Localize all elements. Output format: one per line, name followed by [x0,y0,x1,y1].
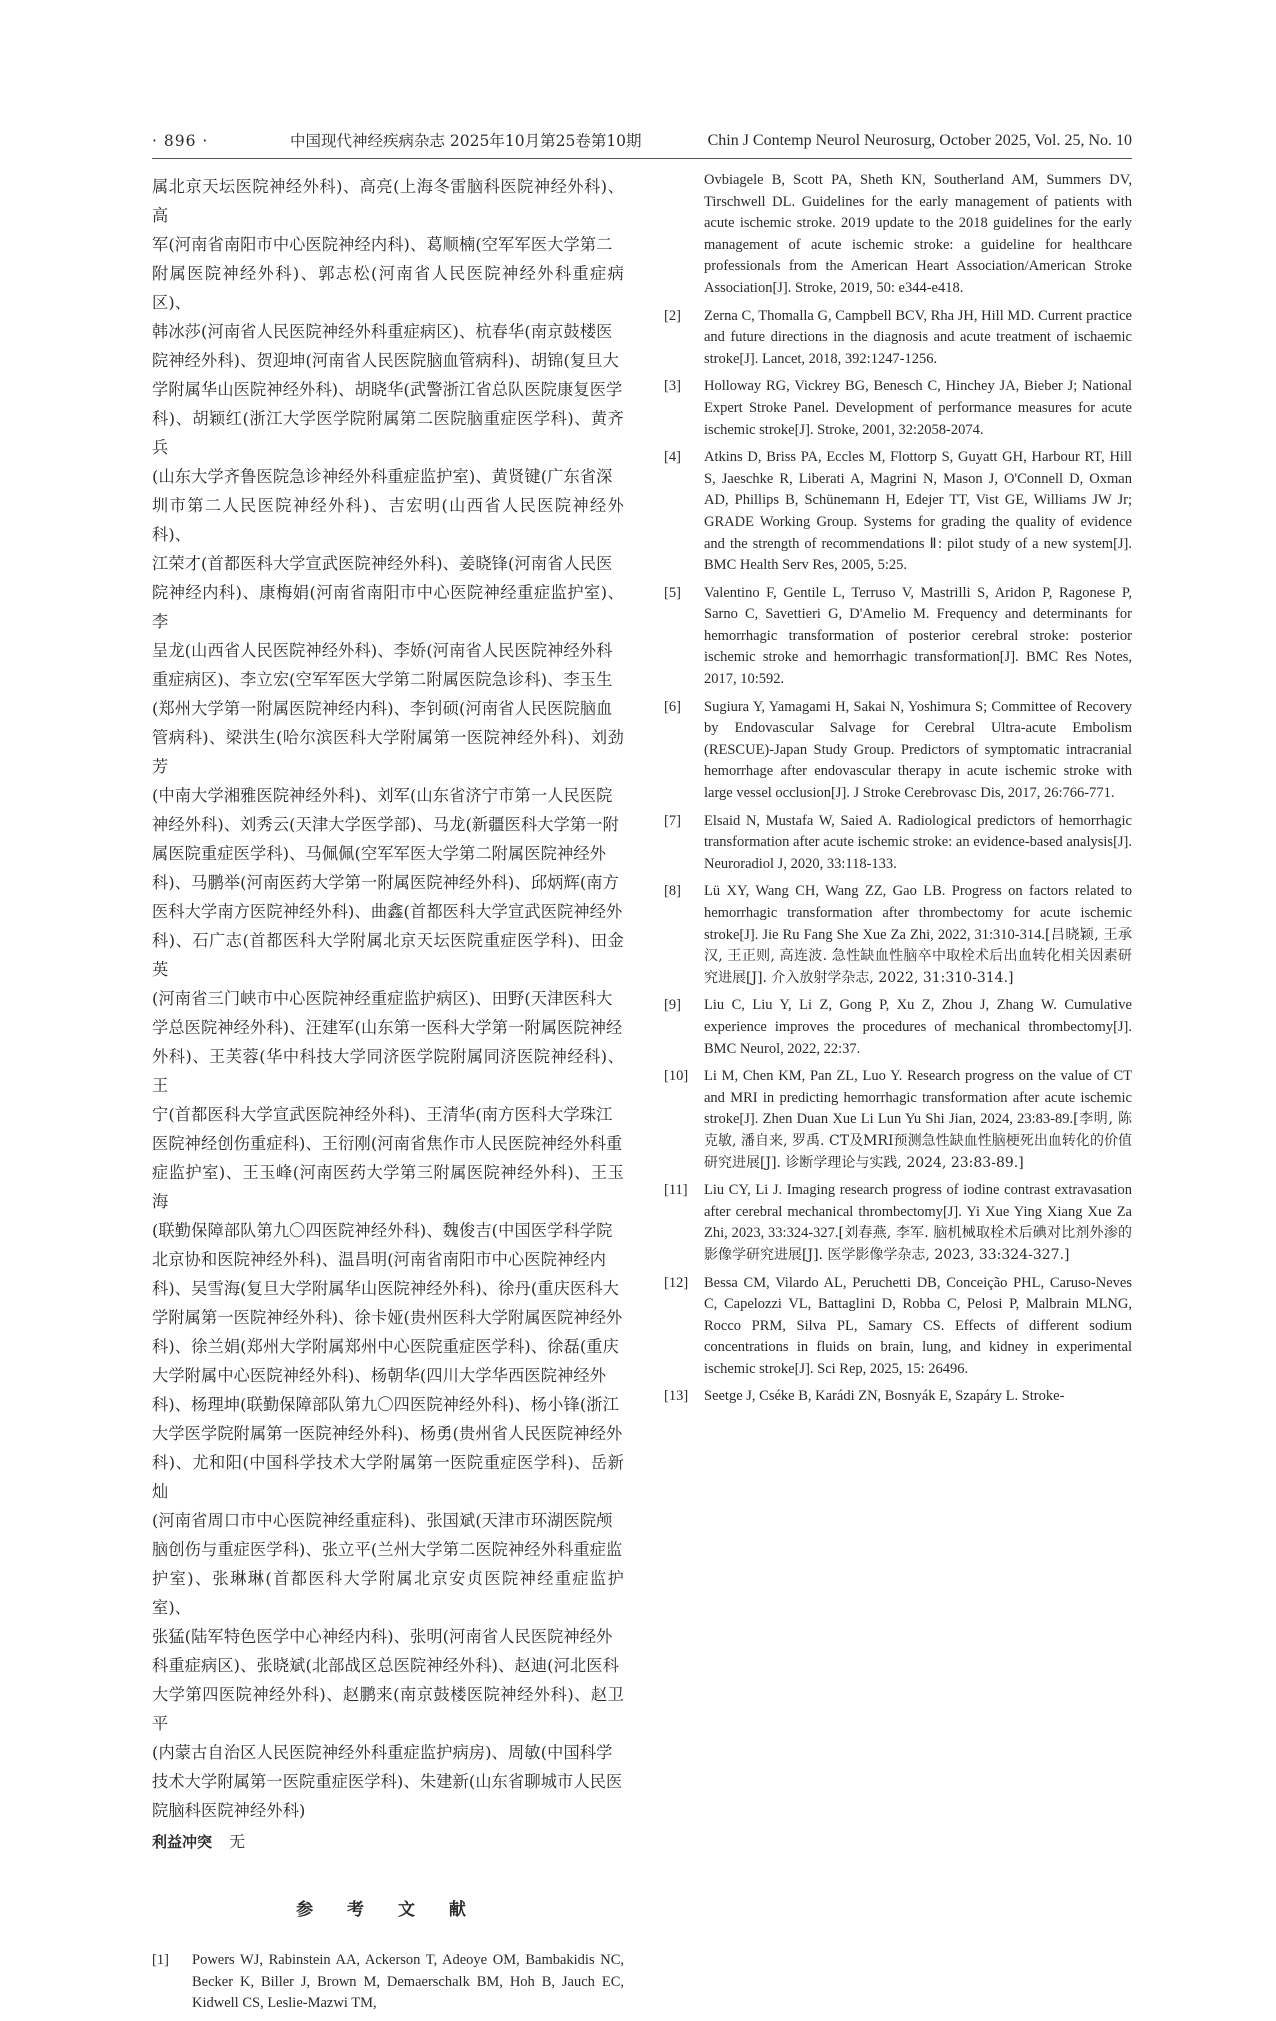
reference-text: Seetge J, Cséke B, Karádi ZN, Bosnyák E, Szapáry L. Stroke‑ [704,1388,1065,1405]
reference-list-right [664,172,1132,1414]
reference-chinese-translation: [吕晓颖, 王承汉, 王正则, 高连波. 急性缺血性脑卒中取栓术后出血转化相关因素研究进展[J]. 介入放射学杂志, 2022, 31:310‑314.] [704,926,1132,986]
reference-number: [4] [664,449,681,466]
reference-text: Lü XY, Wang CH, Wang ZZ, Gao LB. Progress on factors related to hemorrhagic transformation after thrombectomy for acute ischemic stroke[J]. Jie Ru Fang She Xue Za Zhi, 2022, 31:310‑314.[吕晓颖, 王承汉, 王正则, 高连波. 急性缺血性脑卒中取栓术后出血转化相关因素研究进展[J]. 介入放射学杂志, 2022, 31:310‑314.] [704,883,1132,986]
reference-number: [9] [664,997,681,1014]
conflict-of-interest [152,1827,624,1857]
reference-item [664,583,1132,691]
reference-chinese-translation: [李明, 陈克敏, 潘自来, 罗禹. CT及MRI预测急性缺血性脑梗死出血转化的价值研究进展[J]. 诊断学理论与实践, 2024, 23:83‑89.] [704,1111,1132,1171]
reference-number: [5] [664,584,681,601]
reference-text: Li M, Chen KM, Pan ZL, Luo Y. Research progress on the value of CT and MRI in predicting hemorrhagic transformation after acute ischemic stroke[J]. Zhen Duan Xue Li Lun Yu Shi Jian, 2024, 23:83‑89.[李明, 陈克敏, 潘自来, 罗禹. CT及MRI预测急性缺血性脑梗死出血转化的价值研究进展[J]. 诊断学理论与实践, 2024, 23:83‑89.] [704,1068,1132,1171]
references-heading: 参 考 文 献 [296,1900,480,1920]
coi-value: 无 [229,1832,246,1851]
reference-item [664,170,1132,300]
reference-text: Liu C, Liu Y, Li Z, Gong P, Xu Z, Zhou J, Zhang W. Cumulative experience improves the procedures of mechanical thrombectomy[J]. BMC Neurol, 2022, 22:37. [704,997,1132,1057]
left-column [152,172,624,2021]
reference-text: Liu CY, Li J. Imaging research progress of iodine contrast extravasation after cerebral mechanical thrombectomy[J]. Yi Xue Ying Xiang Xue Za Zhi, 2023, 33:324‑327.[刘春燕, 李军. 脑机械取栓术后碘对比剂外渗的影像学研究进展[J]. 医学影像学杂志, 2023, 33:324‑327.] [704,1182,1133,1263]
reference-item [664,881,1132,989]
reference-text: Bessa CM, Vilardo AL, Peruchetti DB, Conceição PHL, Caruso‑Neves C, Capelozzi VL, Battaglini D, Robba C, Pelosi P, Malbrain MLNG, Rocco PRM, Silva PL, Samary CS. Effects of different sodium concentrations in fluids on brain, lung, and kidney in experimental ischemic stroke[J]. Sci Rep, 2025, 15: 26496. [704,1274,1132,1377]
reference-number: [2] [664,307,681,324]
running-header [152,126,1132,156]
coi-label: 利益冲突 [152,1833,213,1851]
reference-text: Powers WJ, Rabinstein AA, Ackerson T, Adeoye OM, Bambakidis NC, Becker K, Biller J, Brown M, Demaerschalk BM, Hoh B, Jauch EC, Kidwell CS, Leslie‑Mazwi TM, [192,1952,624,2012]
header-rule [152,158,1132,159]
reference-text: Sugiura Y, Yamagami H, Sakai N, Yoshimura S; Committee of Recovery by Endovascular Salvage for Cerebral Ultra‑acute Embolism (RESCUE)‑Japan Study Group. Predictors of symptomatic intracranial hemorrhage after endovascular therapy in acute ischemic stroke with large vessel occlusion[J]. J Stroke Cerebrovasc Dis, 2017, 26:766‑771. [704,698,1132,802]
reference-text: Atkins D, Briss PA, Eccles M, Flottorp S, Guyatt GH, Harbour RT, Hill S, Jaeschke R, Liberati A, Magrini N, Mason J, O'Connell D, Oxman AD, Phillips B, Schünemann H, Edejer TT, Vist GE, Williams JW Jr; GRADE Working Group. Systems for grading the quality of evidence and the strength of recommendations Ⅱ: pilot study of a new system[J]. BMC Health Serv Res, 2005, 5:25. [704,449,1132,574]
journal-title-en: Chin J Contemp Neurol Neurosurg, October 2025, Vol. 25, No. 10 [707,132,1132,149]
reference-number: [10] [664,1068,689,1085]
reference-number: [11] [664,1182,688,1199]
reference-number: [12] [664,1274,689,1291]
reference-number: [1] [152,1952,169,1968]
reference-number: [7] [664,812,681,829]
reference-list-left [152,1950,624,2015]
reference-item [664,1386,1132,1408]
reference-text: Valentino F, Gentile L, Terruso V, Mastrilli S, Aridon P, Ragonese P, Sarno C, Savettieri G, D'Amelio M. Frequency and determinants for hemorrhagic transformation of posterior cerebral stroke: posterior ischemic stroke and hemorrhagic transformation[J]. BMC Res Notes, 2017, 10:592. [704,584,1132,688]
journal-title-cn: 中国现代神经疾病杂志 2025年10月第25卷第10期 [290,132,642,150]
reference-number: [8] [664,883,681,900]
reference-number: [13] [664,1388,689,1405]
reference-item [664,1180,1132,1266]
reference-text: Zerna C, Thomalla G, Campbell BCV, Rha JH, Hill MD. Current practice and future directions in the diagnosis and acute treatment of ischaemic stroke[J]. Lancet, 2018, 392:1247‑1256. [704,307,1132,367]
reference-text: Holloway RG, Vickrey BG, Benesch C, Hinchey JA, Bieber J; National Expert Stroke Panel. Development of performance measures for acute ischemic stroke[J]. Stroke, 2001, 32:2058‑2074. [704,378,1132,438]
reference-item [664,811,1132,876]
reference-item [664,1273,1132,1381]
reference-item [152,1950,624,2015]
reference-text: Elsaid N, Mustafa W, Saied A. Radiological predictors of hemorrhagic transformation after acute ischemic stroke: an evidence‑based analysis[J]. Neuroradiol J, 2020, 33:118‑133. [704,812,1132,872]
reference-item [664,1066,1132,1174]
reference-item [664,447,1132,577]
reference-item [664,376,1132,441]
page-number: · 896 · [152,132,209,150]
reference-item [664,306,1132,371]
reference-chinese-translation: [刘春燕, 李军. 脑机械取栓术后碘对比剂外渗的影像学研究进展[J]. 医学影像学杂志, 2023, 33:324‑327.] [704,1225,1133,1263]
reference-number: [6] [664,698,681,715]
contributors-paragraph: 属北京天坛医院神经外科)、高亮(上海冬雷脑科医院神经外科)、高 军(河南省南阳市中心医院神经内科)、葛顺楠(空军军医大学第二 附属医院神经外科)、郭志松(河南省人民医院神经外科重症病区)、 韩冰莎(河南省人民医院神经外科重症病区)、杭春华(南京鼓楼医 院神经外科)、贺迎坤(河南省人民医院脑血管病科)、胡锦(复旦大 学附属华山医院神经外科)、胡晓华(武警浙江省总队医院康复医学 科)、胡颖红(浙江大学医学院附属第二医院脑重症医学科)、黄齐兵 (山东大学齐鲁医院急诊神经外科重症监护室)、黄贤键(广东省深 圳市第二人民医院神经外科)、吉宏明(山西省人民医院神经外科)、 江荣才(首都医科大学宣武医院神经外科)、姜晓锋(河南省人民医 院神经内科)、康梅娟(河南省南阳市中心医院神经重症监护室)、李 呈龙(山西省人民医院神经外科)、李娇(河南省人民医院神经外科 重症病区)、李立宏(空军军医大学第二附属医院急诊科)、李玉生 (郑州大学第一附属医院神经内科)、李钊硕(河南省人民医院脑血 管病科)、梁洪生(哈尔滨医科大学附属第一医院神经外科)、刘劲芳 (中南大学湘雅医院神经外科)、刘军(山东省济宁市第一人民医院 神经外科)、刘秀云(天津大学医学部)、马龙(新疆医科大学第一附 属医院重症医学科)、马佩佩(空军军医大学第二附属医院神经外 科)、马鹏举(河南医药大学第一附属医院神经外科)、邱炳辉(南方 医科大学南方医院神经外科)、曲鑫(首都医科大学宣武医院神经外 科)、石广志(首都医科大学附属北京天坛医院重症医学科)、田金英 (河南省三门峡市中心医院神经重症监护病区)、田野(天津医科大 学总医院神经外科)、汪建军(山东第一医科大学第一附属医院神经 外科)、王芙蓉(华中科技大学同济医学院附属同济医院神经科)、王 宁(首都医科大学宣武医院神经外科)、王清华(南方医科大学珠江 医院神经创伤重症科)、王衍刚(河南省焦作市人民医院神经外科重 症监护室)、王玉峰(河南医药大学第三附属医院神经外科)、王玉海 (联勤保障部队第九〇四医院神经外科)、魏俊吉(中国医学科学院 北京协和医院神经外科)、温昌明(河南省南阳市中心医院神经内 科)、吴雪海(复旦大学附属华山医院神经外科)、徐丹(重庆医科大 学附属第一医院神经外科)、徐卡娅(贵州医科大学附属医院神经外 科)、徐兰娟(郑州大学附属郑州中心医院重症医学科)、徐磊(重庆 大学附属中心医院神经外科)、杨朝华(四川大学华西医院神经外 科)、杨理坤(联勤保障部队第九〇四医院神经外科)、杨小锋(浙江 大学医学院附属第一医院神经外科)、杨勇(贵州省人民医院神经外 科)、尤和阳(中国科学技术大学附属第一医院重症医学科)、岳新灿 (河南省周口市中心医院神经重症科)、张国斌(天津市环湖医院颅 脑创伤与重症医学科)、张立平(兰州大学第二医院神经外科重症监 护室)、张琳琳(首都医科大学附属北京安贞医院神经重症监护室)、 张猛(陆军特色医学中心神经内科)、张明(河南省人民医院神经外 科重症病区)、张晓斌(北部战区总医院神经外科)、赵迪(河北医科 大学第四医院神经外科)、赵鹏来(南京鼓楼医院神经外科)、赵卫平 (内蒙古自治区人民医院神经外科重症监护病房)、周敏(中国科学 技术大学附属第一医院重症医学科)、朱建新(山东省聊城市人民医 院脑科医院神经外科) [152,177,624,1820]
reference-item [664,995,1132,1060]
reference-item [664,697,1132,805]
reference-number: [3] [664,378,681,395]
reference-text: Ovbiagele B, Scott PA, Sheth KN, Southerland AM, Summers DV, Tirschwell DL. Guidelines for the early management of patients with acute ischemic stroke. 2019 update to the 2018 guidelines for the early management of acute ischemic stroke: a guideline for healthcare professionals from the American Heart Association/American Stroke Association[J]. Stroke, 2019, 50: e344‑e418. [704,172,1132,296]
